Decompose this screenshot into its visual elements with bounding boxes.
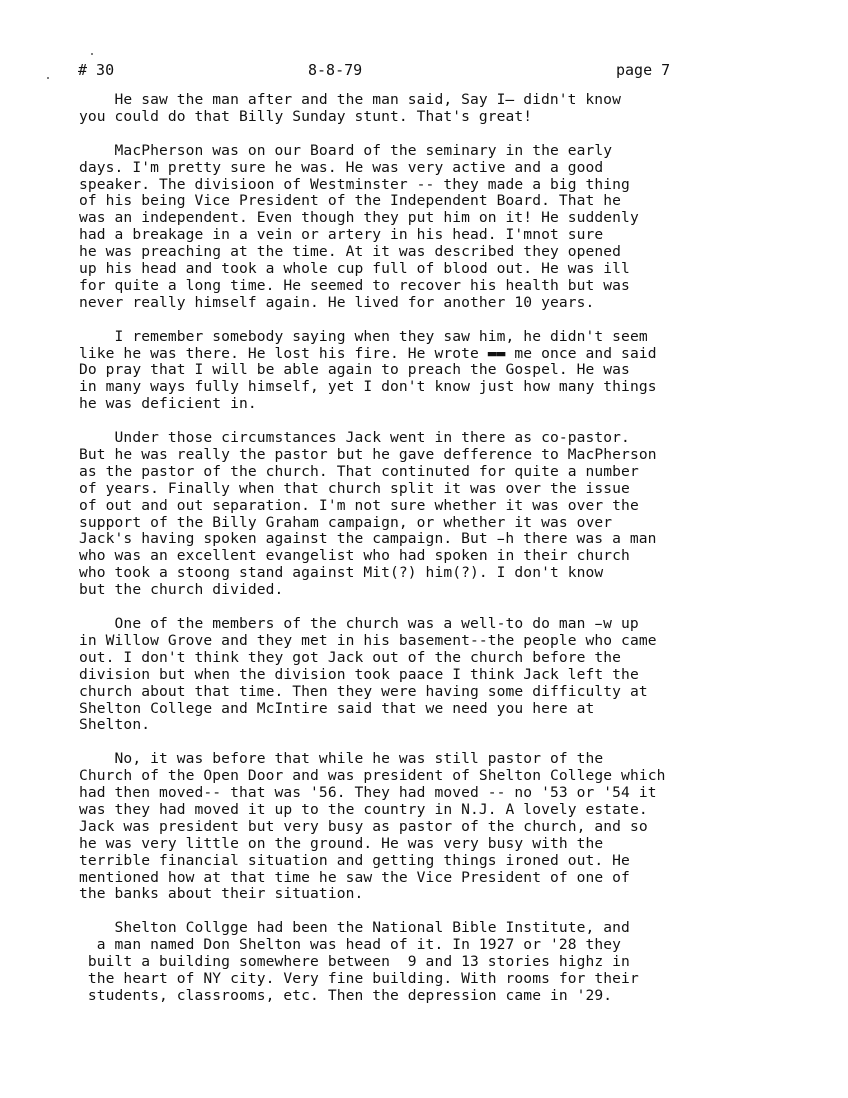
text-line: students, classrooms, etc. Then the depression came in '29. [79,986,613,1004]
text-line: No, it was before that while he was still pastor of the [79,750,604,768]
paragraph [79,430,779,599]
text-line: up his head and took a whole cup full of blood out. He was ill [79,260,630,278]
text-line: who was an excellent evangelist who had spoken in their church [79,547,630,565]
transcript-body [79,92,779,1022]
page-number: page 7 [616,61,671,79]
text-line: was an independent. Even though they put him on it! He suddenly [79,209,639,227]
text-line: MacPherson was on our Board of the seminary in the early [79,141,613,159]
text-line: speaker. The divisioon of Westminster -- they made a big thing [79,175,630,193]
text-line: of out and out separation. I'm not sure whether it was over the [79,496,639,514]
text-line: One of the members of the church was a well-to do man ̵w up [79,615,639,633]
text-line: the banks about their situation. [79,885,364,903]
text-line: a man named Don Shelton was head of it. In 1927 or '28 they [79,936,622,954]
text-line: mentioned how at that time he saw the Vice President of one of [79,868,630,886]
text-line: Do pray that I will be able again to preach the Gospel. He was [79,361,630,379]
text-line: he was deficient in. [79,395,257,413]
text-line: He saw the man after and the man said, Say I̶ didn't know [79,91,621,108]
text-line: Shelton College and McIntire said that we need you here at [79,699,595,717]
page-header [0,61,848,81]
text-line: support of the Billy Graham campaign, or whether it was over [79,513,613,531]
text-line: had then moved-- that was '56. They had moved -- no '53 or '54 it [79,784,657,802]
text-line: Under those circumstances Jack went in there as co-pastor. [79,429,630,447]
text-line: had a breakage in a vein or artery in his head. I'mnot sure [79,226,604,244]
text-line: built a building somewhere between 9 and 13 stories highz in [79,953,630,971]
text-line: in Willow Grove and they met in his basement--the people who came [79,631,657,649]
text-line: he was very little on the ground. He was very busy with the [79,834,604,852]
paragraph [79,92,779,126]
transcript-number: # 30 [78,61,115,79]
text-line: of his being Vice President of the Independent Board. That he [79,192,622,210]
paragraph [79,143,779,312]
text-line: never really himself again. He lived for another 10 years. [79,293,595,311]
text-line: as the pastor of the church. That continuted for quite a number [79,462,639,480]
text-line: but the church divided. [79,581,284,599]
text-line: he was preaching at the time. At it was described they opened [79,243,622,261]
paragraph [79,329,779,413]
text-line: I remember somebody saying when they saw him, he didn't seem [79,327,648,345]
transcript-date: 8-8-79 [308,61,363,79]
text-line: church about that time. Then they were having some difficulty at [79,682,648,700]
text-line: Jack was president but very busy as pastor of the church, and so [79,817,648,835]
text-line: the heart of NY city. Very fine building. With rooms for their [79,969,639,987]
text-line: in many ways fully himself, yet I don't know just how many things [79,378,657,396]
text-line: But he was really the pastor but he gave defference to MacPherson [79,446,657,464]
text-line: Shelton. [79,716,151,734]
text-line: Jack's having spoken against the campaign. But ̵h there was a man [79,530,657,548]
scan-speck [91,53,93,55]
text-line: terrible financial situation and getting things ironed out. He [79,851,630,869]
text-line: was they had moved it up to the country in N.J. A lovely estate. [79,800,648,818]
text-line: Church of the Open Door and was president of Shelton College which [79,767,666,785]
paragraph [79,920,779,1004]
text-line: like he was there. He lost his fire. He wrote ▬▬ me once and said [79,344,657,362]
text-line: who took a stoong stand against Mit(?) him(?). I don't know [79,564,604,582]
paragraph [79,616,779,734]
text-line: division but when the division took paace I think Jack left the [79,665,639,683]
paragraph [79,751,779,903]
text-line: of years. Finally when that church split it was over the issue [79,479,630,497]
text-line: days. I'm pretty sure he was. He was very active and a good [79,158,604,176]
text-line: you could do that Billy Sunday stunt. That's great! [79,107,533,125]
text-line: for quite a long time. He seemed to recover his health but was [79,276,630,294]
text-line: Shelton Collgge had been the National Bible Institute, and [79,919,630,937]
text-line: out. I don't think they got Jack out of the church before the [79,648,622,666]
